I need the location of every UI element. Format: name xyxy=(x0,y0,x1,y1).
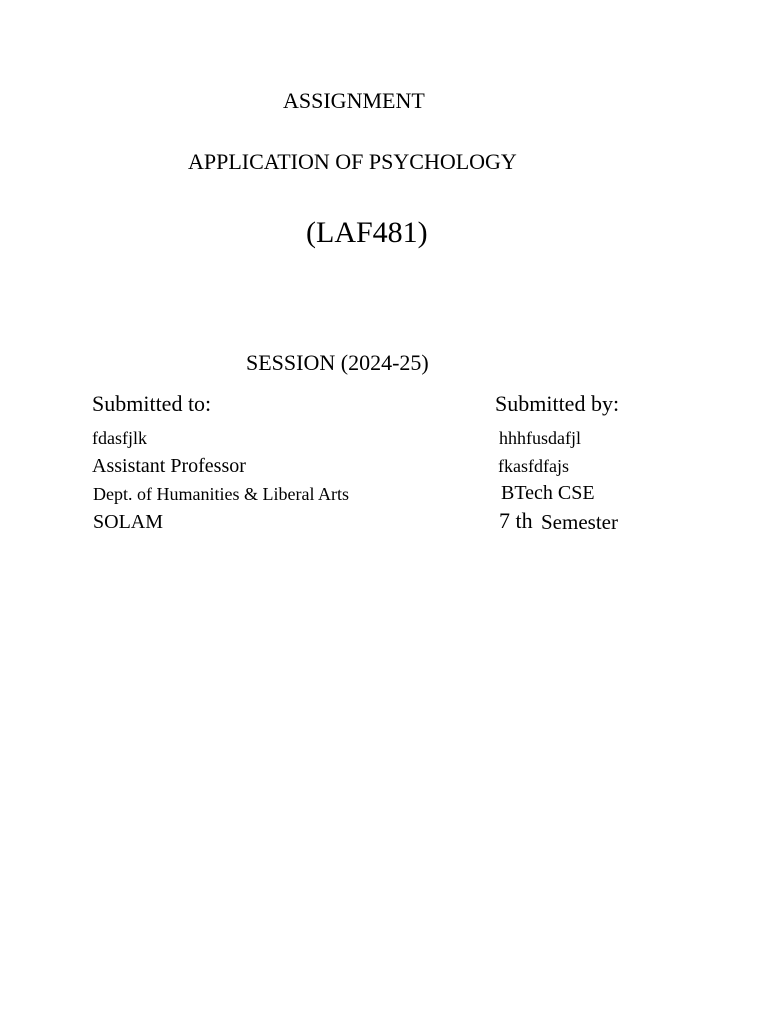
session-text: SESSION (2024-25) xyxy=(246,350,429,375)
student-id: fkasfdfajs xyxy=(498,456,569,476)
student-semester-number: 7 th xyxy=(499,508,533,533)
student-semester-word: Semester xyxy=(541,510,618,534)
professor-designation: Assistant Professor xyxy=(92,455,246,477)
submitted-to-label: Submitted to: xyxy=(92,391,212,416)
professor-name: fdasfjlk xyxy=(92,428,147,448)
course-code: (LAF481) xyxy=(306,216,428,249)
student-name: hhhfusdafjl xyxy=(499,428,581,448)
submitted-by-label: Submitted by: xyxy=(495,391,620,416)
course-title: APPLICATION OF PSYCHOLOGY xyxy=(188,149,517,174)
professor-department: Dept. of Humanities & Liberal Arts xyxy=(93,484,349,504)
assignment-heading: ASSIGNMENT xyxy=(283,88,425,113)
student-program: BTech CSE xyxy=(501,482,595,504)
professor-school: SOLAM xyxy=(93,511,164,533)
